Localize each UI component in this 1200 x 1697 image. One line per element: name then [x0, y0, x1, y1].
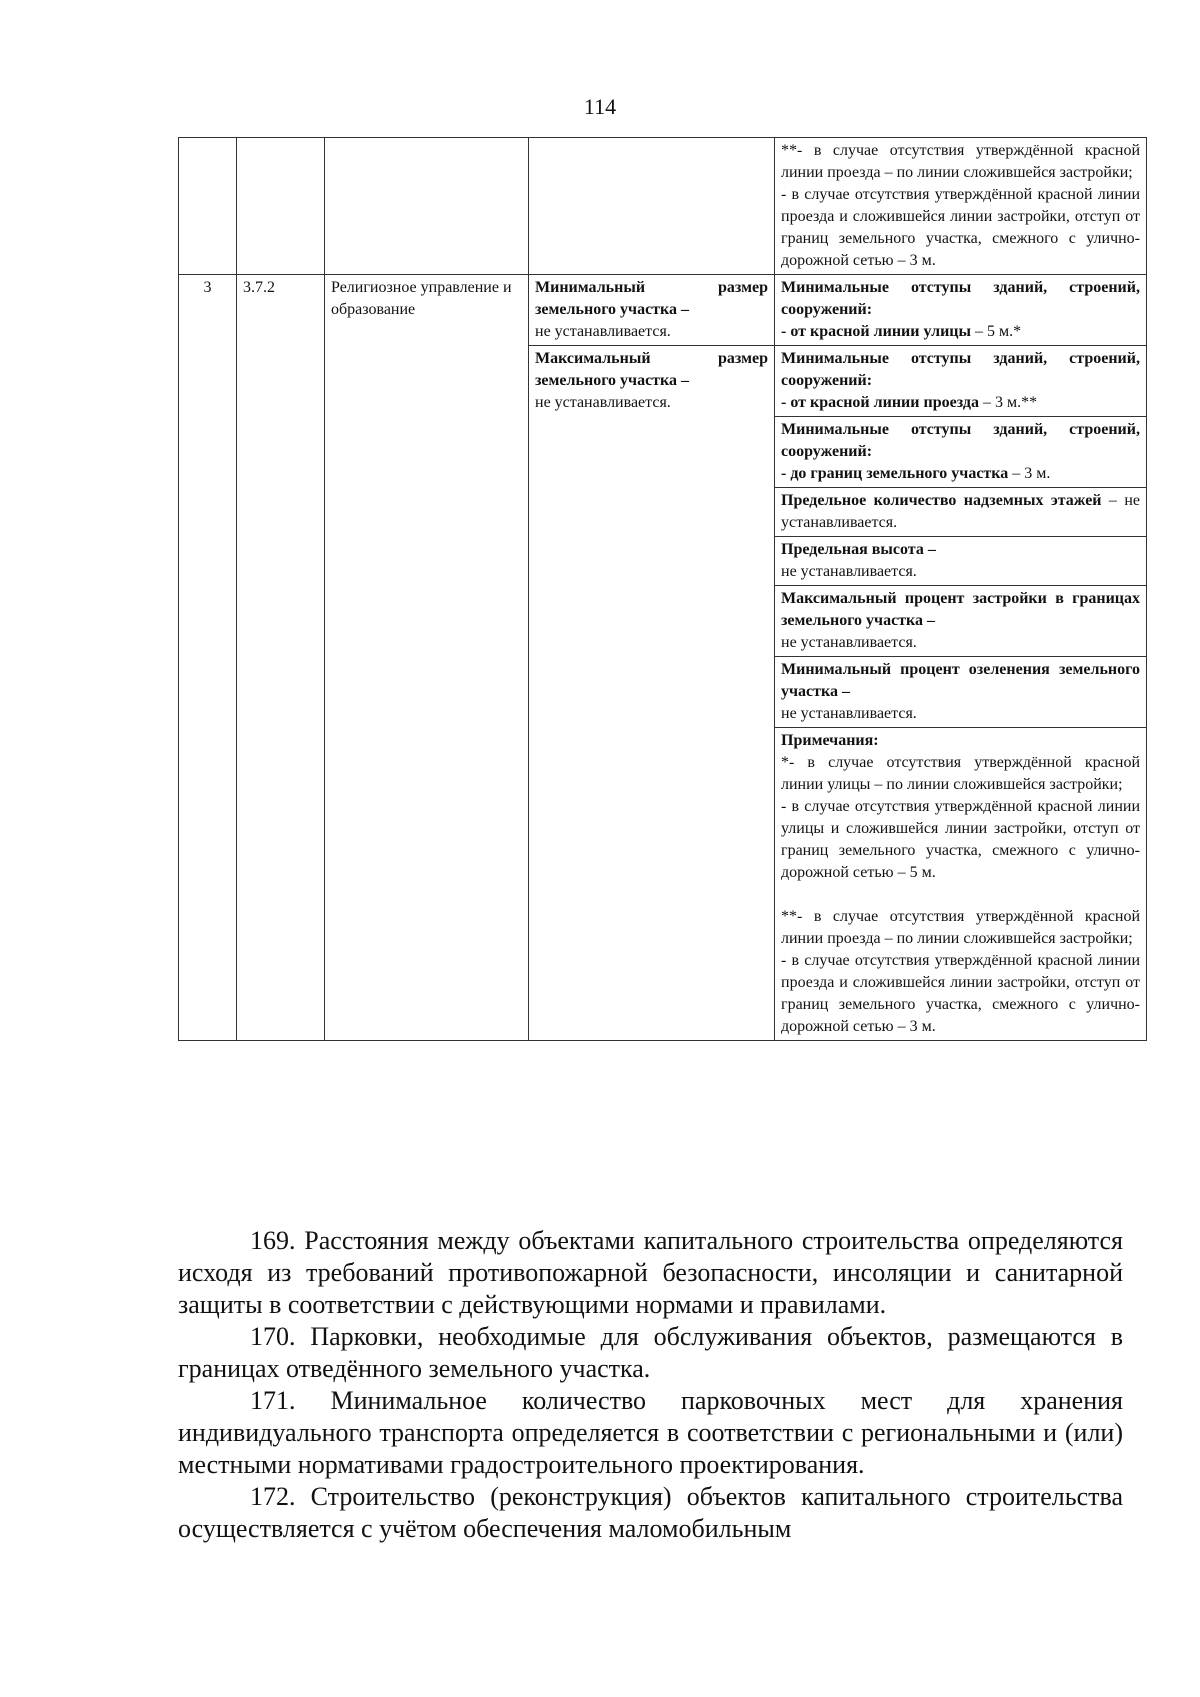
param-label: Минимальные отступы зданий, строений, сооружений: [781, 279, 1140, 318]
min-size-label: Минимальный размер земельного участка – [535, 279, 768, 318]
param-value: – 3 м.** [978, 394, 1038, 411]
regulations-table [178, 137, 1147, 1041]
param-label: Минимальные отступы зданий, строений, сооружений: [781, 350, 1140, 389]
param-label: Предельное количество надземных этажей [781, 492, 1102, 509]
param-value: – не устанавливается. [781, 492, 1140, 531]
max-size-cell [529, 346, 775, 1041]
param-value: – 3 м. [1008, 465, 1051, 482]
paragraph: 172. Строительство (реконструкция) объектов капитального строительства осуществляется с учётом обеспечения маломобильным [178, 1482, 1123, 1543]
page-number: 114 [583, 94, 617, 119]
param-cell [775, 586, 1147, 657]
row-code: 3.7.2 [237, 275, 325, 1041]
continued-notes-cell [775, 138, 1147, 275]
note-text: **- в случае отсутствия утверждённой красной линии проезда – по линии сложившейся застройки; [781, 142, 1140, 181]
note-text: - в случае отсутствия утверждённой красной линии проезда и сложившейся линии застройки, отступ от границ земельного участка, смежного с улично-дорожной сетью – 3 м. [781, 186, 1140, 269]
param-cell [775, 346, 1147, 417]
note-text: *- в случае отсутствия утверждённой красной линии улицы – по линии сложившейся застройки; [781, 754, 1140, 793]
note-text: **- в случае отсутствия утверждённой красной линии проезда – по линии сложившейся застройки; [781, 908, 1140, 947]
paragraph: 171. Минимальное количество парковочных мест для хранения индивидуального транспорта определяется в соответствии с региональными и (или) местными нормативами градостроительного проектирования. [178, 1386, 1123, 1479]
param-cell [775, 275, 1147, 346]
param-label-2: - от красной линии улицы [781, 323, 971, 340]
param-value: не устанавливается. [781, 563, 917, 580]
min-size-cell [529, 275, 775, 346]
param-value: не устанавливается. [781, 705, 917, 722]
min-size-value: не устанавливается. [535, 323, 671, 340]
param-cell [775, 488, 1147, 537]
table-row [179, 138, 1147, 275]
param-value: не устанавливается. [781, 634, 917, 651]
param-label: Минимальный процент озеленения земельного участка – [781, 661, 1140, 700]
notes-cell [775, 728, 1147, 1041]
param-label-2: - от красной линии проезда [781, 394, 979, 411]
body-text [178, 1225, 1123, 1545]
notes-title: Примечания: [781, 732, 879, 749]
param-cell [775, 657, 1147, 728]
max-size-value: не устанавливается. [535, 394, 671, 411]
note-text: - в случае отсутствия утверждённой красной линии улицы и сложившейся линии застройки, отступ от границ земельного участка, смежного с улично-дорожной сетью – 5 м. [781, 798, 1140, 881]
paragraph: 170. Парковки, необходимые для обслуживания объектов, размещаются в границах отведённого земельного участка. [178, 1322, 1123, 1383]
row-name: Религиозное управление и образование [325, 275, 529, 1041]
param-label-2: - до границ земельного участка [781, 465, 1009, 482]
param-value: – 5 м.* [971, 323, 1022, 340]
max-size-label: Максимальный размер земельного участка – [535, 350, 768, 389]
table-row [179, 275, 1147, 346]
row-number: 3 [179, 275, 237, 1041]
param-label: Максимальный процент застройки в границах земельного участка – [781, 590, 1140, 629]
param-cell [775, 537, 1147, 586]
paragraph: 169. Расстояния между объектами капитального строительства определяются исходя из требований противопожарной безопасности, инсоляции и санитарной защиты в соответствии с действующими нормами и правилами. [178, 1226, 1123, 1319]
param-cell [775, 417, 1147, 488]
param-label: Предельная высота – [781, 541, 936, 558]
note-text: - в случае отсутствия утверждённой красной линии проезда и сложившейся линии застройки, отступ от границ земельного участка, смежного с улично-дорожной сетью – 3 м. [781, 952, 1140, 1035]
param-label: Минимальные отступы зданий, строений, сооружений: [781, 421, 1140, 460]
